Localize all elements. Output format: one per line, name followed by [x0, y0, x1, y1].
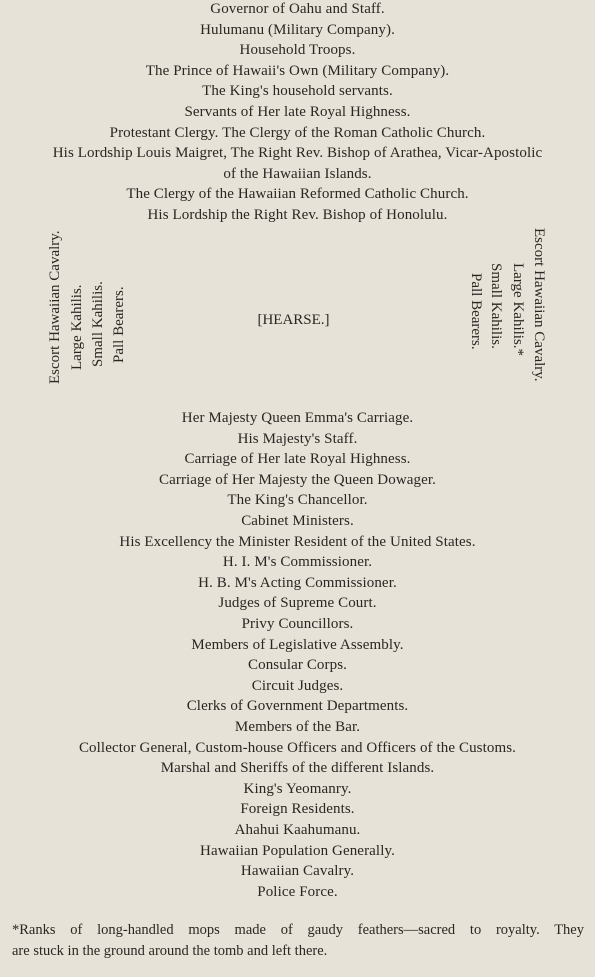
procession-line: Hulumanu (Military Company).	[200, 21, 395, 38]
procession-line: Members of the Bar.	[234, 719, 361, 735]
procession-line: Foreign Residents.	[240, 801, 355, 818]
procession-line: His Majesty's Staff.	[237, 430, 358, 447]
right-pall-bearers-label: Pall Bearers.	[468, 273, 484, 350]
procession-line: His Lordship the Right Rev. Bishop of Honolulu.	[147, 207, 448, 223]
procession-line: His Excellency the Minister Resident of the United States.	[119, 533, 476, 550]
procession-top-list	[0, 0, 595, 230]
procession-line: King's Yeomanry.	[243, 780, 352, 797]
footnote-line-2: are stuck in the ground around the tomb and left there.	[12, 943, 328, 959]
procession-line: Ahahui Kaahumanu.	[234, 822, 361, 838]
procession-line: Household Troops.	[239, 42, 356, 59]
footnote	[12, 920, 584, 962]
procession-line: Protestant Clergy. The Clergy of the Roman Catholic Church.	[109, 124, 486, 141]
procession-line: Consular Corps.	[248, 657, 347, 674]
procession-line: of the Hawaiian Islands.	[223, 165, 372, 182]
procession-line: Her Majesty Queen Emma's Carriage.	[181, 410, 414, 426]
procession-line: Servants of Her late Royal Highness.	[184, 104, 411, 120]
left-escort-label: Escort Hawaiian Cavalry.	[47, 230, 63, 384]
procession-line: Members of Legislative Assembly.	[191, 636, 404, 653]
procession-line: Cabinet Ministers.	[241, 513, 354, 529]
hearse-label: [HEARSE.]	[257, 312, 330, 328]
left-large-kahilis-label: Large Kahilis.	[69, 284, 85, 370]
footnote-line-1: *Ranks of long-handled mops made of gaudy feathers—sacred to royalty. They	[12, 922, 584, 938]
procession-line: Carriage of Her Majesty the Queen Dowager.	[158, 471, 436, 488]
right-escort-label: Escort Hawaiian Cavalry.	[531, 228, 547, 382]
procession-line: Clerks of Government Departments.	[186, 698, 409, 715]
procession-line: The Clergy of the Hawaiian Reformed Catholic Church.	[126, 186, 469, 203]
procession-line: Marshal and Sheriffs of the different Islands.	[160, 760, 435, 777]
right-small-kahilis-label: Small Kahilis.	[488, 263, 504, 349]
hearse-label-row	[0, 311, 595, 329]
procession-line: H. B. M's Acting Commissioner.	[198, 574, 397, 591]
procession-line: Carriage of Her late Royal Highness.	[184, 451, 411, 468]
procession-line: The King's Chancellor.	[227, 492, 368, 509]
left-pall-bearers-label: Pall Bearers.	[111, 286, 127, 363]
procession-line: The Prince of Hawaii's Own (Military Company).	[145, 62, 450, 79]
procession-line: Circuit Judges.	[251, 677, 344, 694]
right-large-kahilis-label: Large Kahilis.*	[510, 263, 526, 357]
procession-line: Hawaiian Population Generally.	[200, 842, 395, 859]
procession-line: His Lordship Louis Maigret, The Right Rev. Bishop of Arathea, Vicar-Apostolic	[52, 145, 543, 162]
left-small-kahilis-label: Small Kahilis.	[90, 281, 106, 367]
procession-line: H. I. M's Commissioner.	[222, 554, 373, 571]
procession-line: Collector General, Custom-house Officers and Officers of the Customs.	[78, 739, 517, 756]
procession-line: The King's household servants.	[202, 83, 393, 100]
procession-line: Governor of Oahu and Staff.	[210, 1, 385, 17]
procession-bottom-list	[0, 409, 595, 909]
procession-line: Judges of Supreme Court.	[218, 595, 377, 612]
procession-line: Police Force.	[257, 883, 338, 900]
procession-line: Hawaiian Cavalry.	[240, 863, 355, 880]
procession-line: Privy Councillors.	[241, 616, 354, 632]
